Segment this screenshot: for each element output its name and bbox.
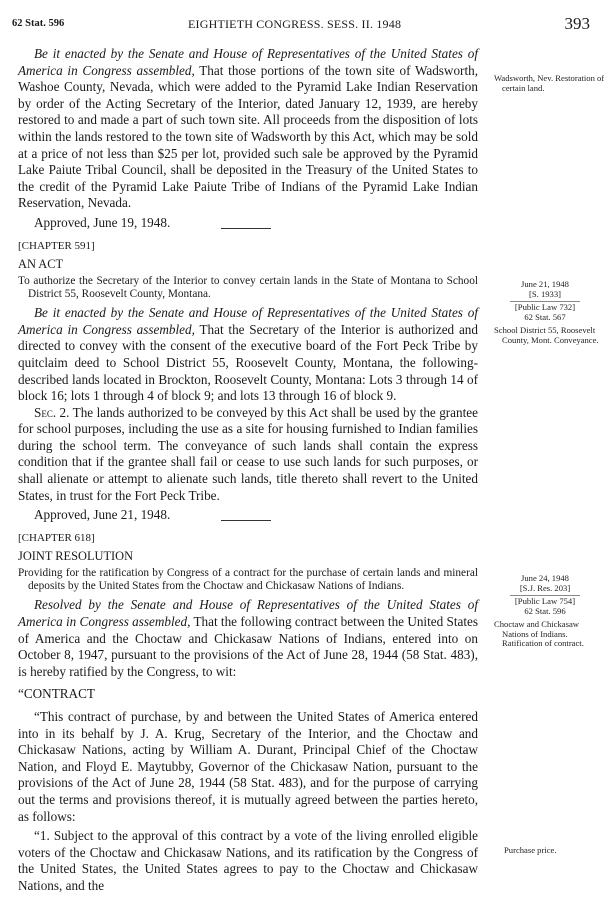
- resolution-purpose: Providing for the ratification by Congress of a contract for the purchase of certain lands and mineral deposits by the United States from the Choctaw and Chickasaw Nations of Indians.: [18, 567, 478, 593]
- resolved-clause: Resolved by the Senate and House of Representatives of the United States of America in Congress assembled,: [18, 597, 478, 630]
- sidenote-chapter-618: [500, 574, 590, 616]
- sidenote-public-law: [Public Law 732]: [510, 301, 580, 313]
- joint-resolution-title: JOINT RESOLUTION: [18, 549, 134, 564]
- chapter-591-label: [CHAPTER 591]: [18, 239, 95, 252]
- sidenote-stat: 62 Stat. 596: [524, 605, 566, 616]
- margin-note-choctaw: Choctaw and Chickasaw Nations of Indians. Ratification of contract.: [494, 619, 584, 649]
- sidenote-date: June 21, 1948: [521, 279, 569, 289]
- chapter-618-label: [CHAPTER 618]: [18, 531, 95, 544]
- sidenote-bill: [S.J. Res. 203]: [519, 582, 571, 593]
- sidenote-chapter-591: [500, 280, 590, 322]
- enacting-clause: Be it enacted by the Senate and House of Representatives of the United States of America in Congress assembled,: [18, 46, 478, 78]
- chapter-591-section-2: [18, 405, 478, 505]
- approved-date-2: Approved, June 21, 1948.: [34, 507, 171, 523]
- running-header: [12, 14, 592, 36]
- margin-note-wadsworth: Wadsworth, Nev. Restoration of certain land.: [494, 73, 604, 93]
- section-2-body: The lands authorized to be conveyed by this Act shall be used by the grantee for school purposes, including the use as a site for housing furnished to Indian families during the school term. The conveyance of such lands shall contain the express condition that if the grantee shall fail or cease to use such lands for such purposes, or shall alienate or attempt to alienate such lands, title thereto shall revert to the United States, in trust for the Fort Peck Tribe.: [18, 404, 478, 503]
- chapter-591-section-1: [18, 305, 478, 405]
- act-purpose: To authorize the Secretary of the Interior to convey certain lands in the State of Montana to School District 55, Roosevelt County, Montana.: [18, 274, 478, 300]
- stat-reference: 62 Stat. 596: [12, 18, 65, 29]
- contract-preamble: “This contract of purchase, by and between the United States of America entered into in its behalf by J. A. Krug, Secretary of the Interior, and the Choctaw and Chickasaw Nations, acting by William A. Durant, Principal Chief of the Choctaw Nation, and Floyd E. Maytubby, Governor of the Chickasaw Nation, pursuant to the provisions of the Act of June 28, 1944 (58 Stat. 483), and for the purpose of carrying out the terms and provisions thereof, it is mutually agreed between the parties hereto, as follows:: [18, 709, 478, 824]
- wadsworth-act-body: That those portions of the town site of Wadsworth, Washoe County, Nevada, which were added to the Pyramid Lake Indian Reservation by order of the Acting Secretary of the Interior, dated January 12, 1939, are hereby restored to and made a part of such town site. All proceeds from the disposition of lots within the lands restored to the town site of Wadsworth by this Act, which may be sold at a price of not less than $25 per lot, provided such sale be approved by the Pyramid Lake Paiute Tribal Council, shall be deposited in the Treasury of the United States to the credit of the Pyramid Lake Paiute Tribe of Indians of the Pyramid Lake Indian Reservation, Nevada.: [18, 62, 478, 211]
- resolved-clause-paragraph: [18, 597, 478, 680]
- page-number: 393: [564, 14, 590, 33]
- sidenote-public-law: [Public Law 754]: [510, 595, 580, 607]
- main-text-column: [18, 46, 478, 895]
- wadsworth-act-text: [18, 46, 478, 212]
- chapter-591-section-1-body: That the Secretary of the Interior is authorized and directed to convey with the consent of the executive board of the Fort Peck Tribe by quitclaim deed to School District 55, Roosevelt County, Montana, the following-described lands located in Brockton, Roosevelt County, Montana: Lots 3 through 14 of block 16; lots 1 through 4 of block 9; and lots 13 through 16 of block 9.: [18, 321, 478, 404]
- contract-item-1: “1. Subject to the approval of this contract by a vote of the living enrolled eligible voters of the Choctaw and Chickasaw Nations, and its ratification by the Congress of the United States, the United States agrees to pay to the Choctaw and Chickasaw Nations, and the: [18, 828, 478, 893]
- act-title: AN ACT: [18, 257, 64, 272]
- chapter-591-heading: [18, 238, 478, 255]
- approved-date-1: Approved, June 19, 1948.: [34, 214, 171, 230]
- resolved-clause-body: That the following contract between the United States of America and the Choctaw and Chickasaw Nations of Indians, entered into on October 8, 1947, pursuant to the provisions of the Act of June 28, 1944 (58 Stat. 483), is hereby ratified by the Congress, to wit:: [18, 614, 479, 679]
- running-title: EIGHTIETH CONGRESS. SESS. II. 1948: [188, 17, 402, 31]
- sidenote-bill: [S. 1933]: [529, 288, 561, 299]
- sidenote-stat: 62 Stat. 567: [524, 311, 566, 322]
- margin-note-purchase-price: Purchase price.: [504, 845, 557, 855]
- chapter-618-heading: [18, 530, 478, 547]
- enacting-clause: Be it enacted by the Senate and House of Representatives of the United States of America in Congress assembled,: [18, 305, 478, 337]
- margin-note-school-district: School District 55, Roosevelt County, Mont. Conveyance.: [494, 325, 599, 345]
- sidenote-date: June 24, 1948: [521, 573, 569, 583]
- separator-rule: [221, 228, 271, 229]
- section-2-label: Sec. 2.: [34, 404, 70, 420]
- separator-rule: [221, 520, 271, 521]
- contract-heading: “CONTRACT: [18, 686, 95, 702]
